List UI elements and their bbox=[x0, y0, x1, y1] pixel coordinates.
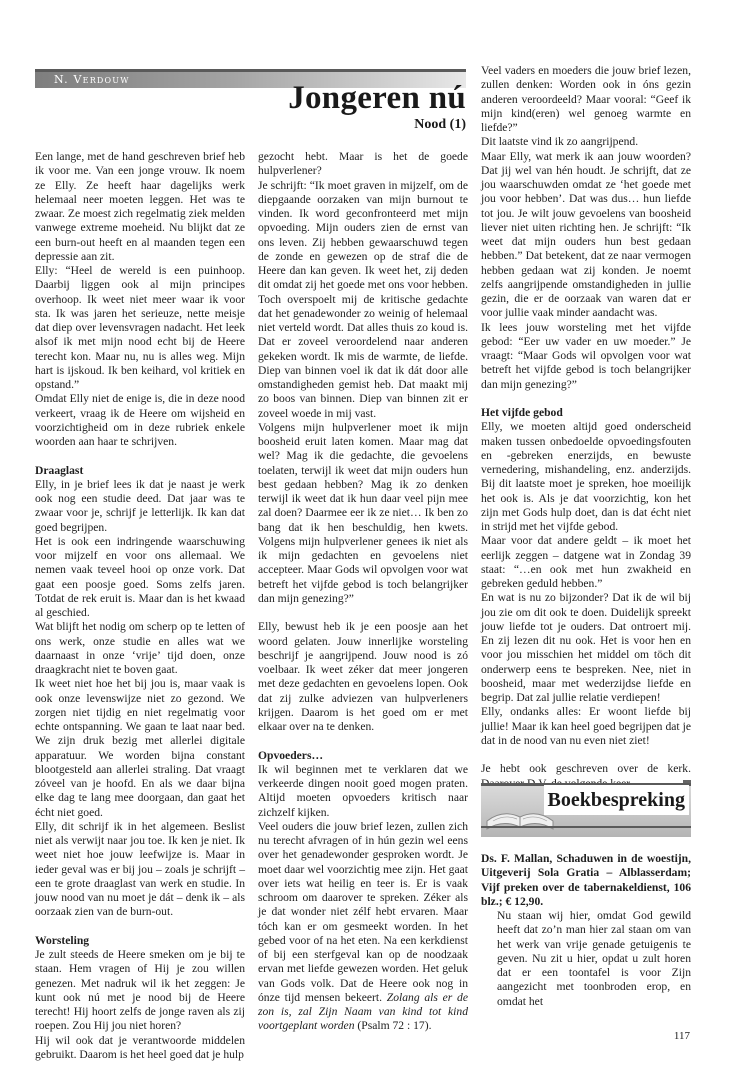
paragraph-text: Hij wil ook dat je verantwoorde middelen gebruikt. Daarom is het heel goed dat je hulp bbox=[35, 1033, 245, 1061]
paragraph-text: Ik wil beginnen met te verklaren dat we verkeerde dingen nooit goed mogen praten. Altijd moeten opvoeders kritisch naar zichzelf kijken. bbox=[258, 762, 468, 819]
article-column-2 bbox=[258, 150, 468, 1034]
section-heading: Opvoeders… bbox=[258, 748, 324, 762]
paragraph-spacer bbox=[35, 449, 245, 463]
paragraph-text: Elly, bewust heb ik je een poosje aan het woord gelaten. Jouw innerlijke worsteling beschrijf je aangrijpend. Jouw nood is zó voelbaar. Ik weet zéker dat meer jongeren met deze gedachten en gevoelens lopen. Ook dat zij zulke adviezen van hulpverleners krijgen. Daarom is het goed om er met elkaar over na te denken. bbox=[258, 620, 468, 733]
paragraph-text: Een lange, met de hand geschreven brief heb ik voor me. Van een jonge vrouw. Ik noem ze Elly. Ze heeft haar dagelijks werk helemaal neer moeten leggen. Het was te zwaar. Ze moest zich regelmatig ziek melden vanwege extreme moeheid. Nu blijkt dat ze een burn-out heeft en al maanden tegen een depressie aan zit. bbox=[35, 150, 245, 263]
scripture-quote: Zolang als er de zon is, zal Zijn Naam van kind tot kind voortgeplant worden bbox=[258, 990, 468, 1033]
paragraph-text: Ik lees jouw worsteling met het vijfde gebod: “Eer uw vader en uw moeder.” Je vraagt: “Maar Gods wil opvolgen voor wat betreft het vijfde gebod is toch belangrijker dan mijn genezing?” bbox=[481, 320, 691, 391]
paragraph bbox=[481, 591, 691, 705]
paragraph bbox=[258, 179, 468, 421]
paragraph bbox=[481, 705, 691, 748]
article-title: Jongeren nú bbox=[288, 80, 466, 116]
paragraph-text: Elly, ondanks alles: Er woont liefde bij jullie! Maar ik kan heel goed begrijpen dat je dat in de nood van nu even niet ziet! bbox=[481, 705, 691, 747]
paragraph-text: Maar voor dat andere geldt – ik moet het eerlijk zeggen – datgene wat in Zondag 39 staat: “…en ook met hun zwakheid en gebreken geduld hebben.” bbox=[481, 534, 691, 590]
paragraph-text: Elly, we moeten altijd goed onderscheid maken tussen onbedoelde opvoedingsfouten en -gebreken enerzijds, en bewuste vernedering, mishandeling, enz. anderzijds. Bij dit laatste moet je spreken, hoe moeilijk het ook is. Als je dat voorzichtig, kon het zijn met Gods hulp doet, dan is dat écht niet in strijd met het vijfde gebod. bbox=[481, 420, 691, 533]
review-body: Nu staan wij hier, omdat God gewild heeft dat zo’n man hier zal staan om van het werk van vrije genade getuigenis te geven. Nu zit u hier, opdat u zult horen dat er een toontafel is voor Zijn aangezicht met toonbroden erop, en omdat het bbox=[497, 909, 691, 1008]
paragraph-spacer bbox=[35, 920, 245, 934]
section-title: Boekbespreking bbox=[544, 785, 689, 815]
paragraph bbox=[35, 478, 245, 535]
paragraph-text: Volgens mijn hulpverlener moet ik mijn boosheid eruit laten komen. Maar mag dat wel? Mag ik die gedachte, die gevoelens toelaten, terwijl ik weet dat mijn ouders hun best gedaan hebben? Mag ik zo denken terwijl ik weet dat ik hun daar veel pijn mee zal doen? Daarmee eer ik ze niet… Ik ben zo bang dat ik hen beschuldig, hen kwets. Volgens mijn hulpverlener genees ik niet als ik mijn gedachten en gevoelens niet accepteer. Maar Gods wil opvolgen voor wat betreft het vijfde gebod is toch belangrijker dan mijn genezing?” bbox=[258, 420, 468, 605]
paragraph bbox=[258, 620, 468, 734]
book-review-text bbox=[481, 852, 691, 1009]
paragraph bbox=[481, 150, 691, 321]
book-citation: Ds. F. Mallan, Schaduwen in de woestijn, Uitgeverij Sola Gratia – Alblasserdam; Vijf preken over de tabernakeldienst, 106 blz.; € 12,90. bbox=[481, 852, 691, 908]
article-column-1 bbox=[35, 150, 245, 1062]
paragraph-text: Het is ook een indringende waarschuwing voor mijzelf en voor ons allemaal. We nemen vaak teveel hooi op onze vork. Dat gaat een poosje goed. Soms zelfs jaren. Totdat de rek eruit is. Maar dan is het kwaad al geschied. bbox=[35, 534, 245, 619]
paragraph bbox=[35, 677, 245, 820]
banner-rule bbox=[481, 826, 691, 828]
page-number: 117 bbox=[673, 1030, 690, 1042]
paragraph bbox=[481, 135, 691, 149]
paragraph bbox=[258, 820, 468, 1034]
paragraph bbox=[35, 948, 245, 1034]
book-review-banner bbox=[481, 783, 691, 837]
paragraph bbox=[35, 535, 245, 621]
paragraph-text: Maar Elly, wat merk ik aan jouw woorden? Dat jij wel van hén houdt. Je schrijft, dat ze jou waarschuwden omdat ze ‘het goede met jou voor hebben’. Dat was dus… hun liefde tot jou. Je wilt jouw gevoelens van boosheid liever niet uiten richting hen. Je schrijft: “Ik weet dat mijn ouders hun best gedaan hebben.” Dat betekent, dat ze naar vermogen hebben gedaan wat zij konden. Je noemt zelfs aangrijpende omstandigheden in jullie gezin, die er de oorzaak van waren dat er voor jullie vaak minder aandacht was. bbox=[481, 149, 691, 320]
paragraph bbox=[35, 620, 245, 677]
paragraph bbox=[481, 64, 691, 135]
paragraph-text: Elly, in je brief lees ik dat je naast je werk ook nog een studie deed. Dat jaar was te zwaar voor je, schrijf je letterlijk. Ik kan dat goed begrijpen. bbox=[35, 477, 245, 534]
article-column-3 bbox=[481, 64, 691, 791]
paragraph bbox=[35, 150, 245, 264]
paragraph-text: gezocht hebt. Maar is het de goede hulpverlener? bbox=[258, 150, 468, 178]
paragraph-spacer bbox=[258, 606, 468, 620]
paragraph bbox=[258, 421, 468, 606]
paragraph-text: Dit laatste vind ik zo aangrijpend. bbox=[481, 135, 639, 149]
scripture-reference: (Psalm 72 : 17). bbox=[354, 1019, 432, 1033]
paragraph-spacer bbox=[481, 392, 691, 406]
paragraph-text: En wat is nu zo bijzonder? Dat ik de wil bij jou zie om dit ook te doen. Duidelijk spreekt jouw liefde tot je ouders. Dat ontroert mij. En zij lezen dit nu ook. Het is voor hen en voor jou misschien het middel om töch dit onderwerp eens te bespreken. Nee, niet in boosheid, maar met wederzijdse liefde en begrip. Dat zal jullie relatie verdiepen! bbox=[481, 591, 691, 704]
section-heading: Draaglast bbox=[35, 463, 84, 477]
paragraph bbox=[258, 150, 468, 179]
paragraph-text: Omdat Elly niet de enige is, die in deze nood verkeert, vraag ik de Heere om wijsheid en voorzichtigheid om in deze rubriek enkele woorden aan haar te schrijven. bbox=[35, 392, 245, 448]
paragraph-text: Ik weet niet hoe het bij jou is, maar vaak is ook onze levenswijze niet zo gezond. We zorgen niet tijdig en niet regelmatig voor echte ontspanning. We gaan te laat naar bed. We zijn druk bezig met allerlei digitale apparatuur. We worden bijna constant blootgesteld aan allerlei straling. Dat vraagt zóveel van je hoofd. En als we daar bijna elke dag te lang mee doorgaan, dan gaat het écht niet goed. bbox=[35, 677, 245, 819]
paragraph bbox=[35, 1034, 245, 1063]
paragraph-text: Je zult steeds de Heere smeken om je bij te staan. Hem vragen of Hij je zou willen genezen. Met nadruk wil ik het zeggen: Je kunt ook nú met je nood bij de Heere terecht! Hij hoort zelfs de jonge raven als zij roepen. Zou Hij jou niet horen? bbox=[35, 948, 245, 1033]
paragraph-text: Je schrijft: “Ik moet graven in mijzelf, om de diepgaande oorzaken van mijn burnout te vinden. Ik word geconfronteerd met mijn opvoeding. Mijn ouders zien de ernst van ons leven. Zij hebben gewaarschuwd tegen de zonde en gewezen op de straf die de Heere dan kan geven. Ik weet het, zij deden dit omdat zij het goede met ons voor hebben. Toch overspoelt mij de kritische gedachte dat het genadewonder zo weinig of helemaal niet verteld wordt. Dat alles thuis zo koud is. Dat er zoveel veroordelend naar anderen gekeken wordt. Ik mis de warmte, de liefde. Diep van binnen voel ik dat ik dát door alle omstandigheden gemist heb. Dat maakt mij zo boos van binnen. Diep van binnen zit er zoveel woede in mij vast. bbox=[258, 178, 468, 420]
paragraph-text: Wat blijft het nodig om scherp op te letten of ons werk, onze studie en alles wat we daarnaast in onze ‘vrije’ tijd doen, onze draagkracht niet te boven gaat. bbox=[35, 620, 245, 676]
author-name: N. Verdouw bbox=[54, 73, 130, 86]
section-heading: Het vijfde gebod bbox=[481, 406, 563, 419]
paragraph bbox=[258, 763, 468, 820]
paragraph-spacer bbox=[258, 734, 468, 748]
paragraph bbox=[481, 321, 691, 392]
paragraph bbox=[481, 420, 691, 534]
paragraph-text: Veel vaders en moeders die jouw brief lezen, zullen denken: Worden ook in óns gezin anderen veroordeeld? Maar vooral: “Geef ik mijn kind(eren) wel genoeg warmte en liefde?” bbox=[481, 64, 691, 134]
paragraph-text: Elly: “Heel de wereld is een puinhoop. Daarbij liggen ook al mijn principes overhoop. Ik weet niet meer waar ik voor sta. Ik was jaren het serieuze, nette meisje dat diep over levensvragen nadacht. Het leek alsof ik met mijn nood echt bij de Heere terecht kon. Maar nu, nu is alles weg. Mijn hart is ijskoud. Ik ben keihard, vol kritiek en opstand.” bbox=[35, 264, 245, 391]
paragraph-text: Veel ouders die jouw brief lezen, zullen zich nu terecht afvragen of in hún gezin wel eens over het genadewonder gesproken wordt. Je moet daar wel voorzichtig mee zijn. Het gaat over iets wat heilig en teer is. Er is vaak schroom om daarover te spreken. Zéker als je dat wonder niet zélf hebt ervaren. Maar tóch kan er om gesmeekt worden. In het gebed voor of na het eten. Na een kerkdienst of bij een sterfgeval kan op de noodzaak ervan met liefde gewezen worden. Het geluk van Gods volk. Dat de Heere ook nog in ónze tijd mensen bekeert. bbox=[258, 819, 468, 1004]
paragraph bbox=[35, 820, 245, 920]
paragraph-spacer bbox=[481, 748, 691, 762]
paragraph bbox=[35, 264, 245, 392]
paragraph-text: Elly, dit schrijf ik in het algemeen. Beslist niet als verwijt naar jou toe. Ik ken je niet. Ik weet niet hoe jouw leefwijze is. Maar in ieder geval was er bij jou – zoals je schrijft – een te grote draaglast van werk en studie. In jouw nood van nu moet je dát – denk ik – als oorzaak zien van de burn-out. bbox=[35, 819, 245, 919]
paragraph bbox=[35, 392, 245, 449]
paragraph-text: Je hebt ook geschreven over de kerk. bbox=[481, 762, 691, 776]
section-heading: Worsteling bbox=[35, 933, 90, 947]
article-subtitle: Nood (1) bbox=[414, 117, 466, 132]
paragraph bbox=[481, 534, 691, 591]
